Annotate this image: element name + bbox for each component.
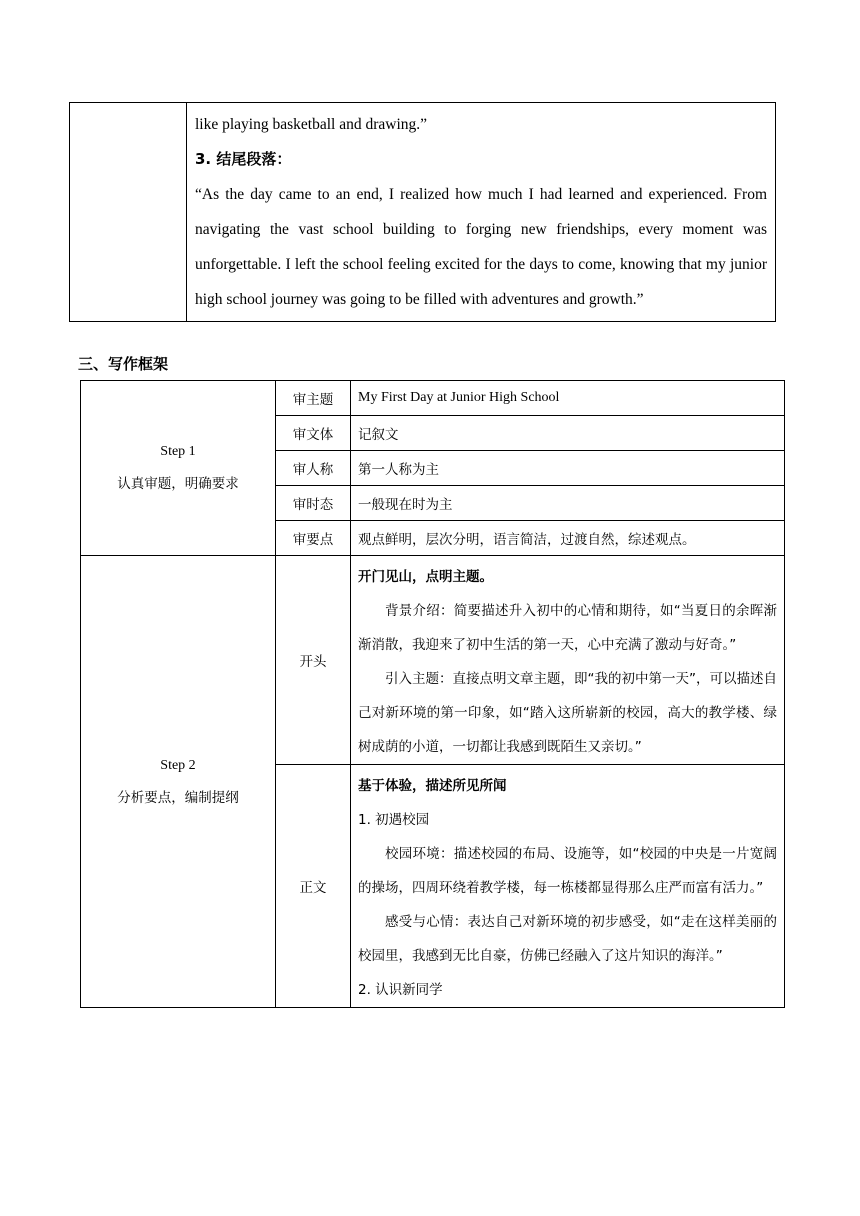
- step2-title: Step 2: [160, 757, 196, 773]
- label-opening: 开头: [276, 556, 351, 765]
- value-theme: My First Day at Junior High School: [351, 381, 785, 416]
- label-person: 审人称: [276, 451, 351, 486]
- closing-paragraph-heading: 3. 结尾段落：: [195, 150, 292, 168]
- step1-title: Step 1: [160, 444, 196, 459]
- section-title: 三、写作框架: [78, 355, 169, 373]
- empty-label-cell: [70, 103, 187, 322]
- body-content: [351, 765, 785, 1008]
- value-person: 第一人称为主: [351, 451, 785, 486]
- label-genre: 审文体: [276, 416, 351, 451]
- body-title: 基于体验，描述所见所闻: [358, 778, 507, 794]
- writing-framework-table: [80, 380, 785, 1008]
- body-campus-env: 校园环境：描述校园的布局、设施等，如“校园的中央是一片宽阔的操场，四周环绕着教学楼，每一栋楼都显得那么庄严而富有活力。”: [358, 846, 777, 896]
- label-body: 正文: [276, 765, 351, 1008]
- opening-topic: 引入主题：直接点明文章主题，即“我的初中第一天”，可以描述自己对新环境的第一印象，如“踏入这所崭新的校园，高大的教学楼、绿树成荫的小道，一切都让我感到既陌生又亲切。”: [358, 671, 777, 755]
- continuation-content: [187, 103, 776, 322]
- value-keypoints: 观点鲜明，层次分明，语言简洁，过渡自然，综述观点。: [351, 521, 785, 556]
- label-theme: 审主题: [276, 381, 351, 416]
- step1-desc: 认真审题，明确要求: [117, 476, 239, 492]
- body-subheading-2: 2. 认识新同学: [358, 982, 443, 998]
- opening-title: 开门见山，点明主题。: [358, 569, 493, 585]
- opening-content: [351, 556, 785, 765]
- closing-paragraph-text: “As the day came to an end, I realized how much I had learned and experienced. From navigating the vast school building to forging new friendships, every moment was unforgettable. I left the school feeling excited for the days to come, knowing that my junior high school journey was going to be filled with adventures and growth.”: [195, 186, 767, 308]
- label-tense: 审时态: [276, 486, 351, 521]
- opening-background: 背景介绍：简要描述升入初中的心情和期待，如“当夏日的余晖渐渐消散，我迎来了初中生活的第一天，心中充满了激动与好奇。”: [358, 603, 777, 653]
- label-keypoints: 审要点: [276, 521, 351, 556]
- step1-cell: [81, 381, 276, 556]
- body-feelings: 感受与心情：表达自己对新环境的初步感受，如“走在这样美丽的校园里，我感到无比自豪，仿佛已经融入了这片知识的海洋。”: [358, 914, 777, 964]
- value-tense: 一般现在时为主: [351, 486, 785, 521]
- step2-cell: [81, 556, 276, 1008]
- step2-desc: 分析要点，编制提纲: [117, 789, 239, 806]
- body-subheading-1: 1. 初遇校园: [358, 812, 430, 828]
- value-genre: 记叙文: [351, 416, 785, 451]
- continuation-table: [69, 102, 776, 322]
- continuation-line: like playing basketball and drawing.”: [195, 116, 428, 133]
